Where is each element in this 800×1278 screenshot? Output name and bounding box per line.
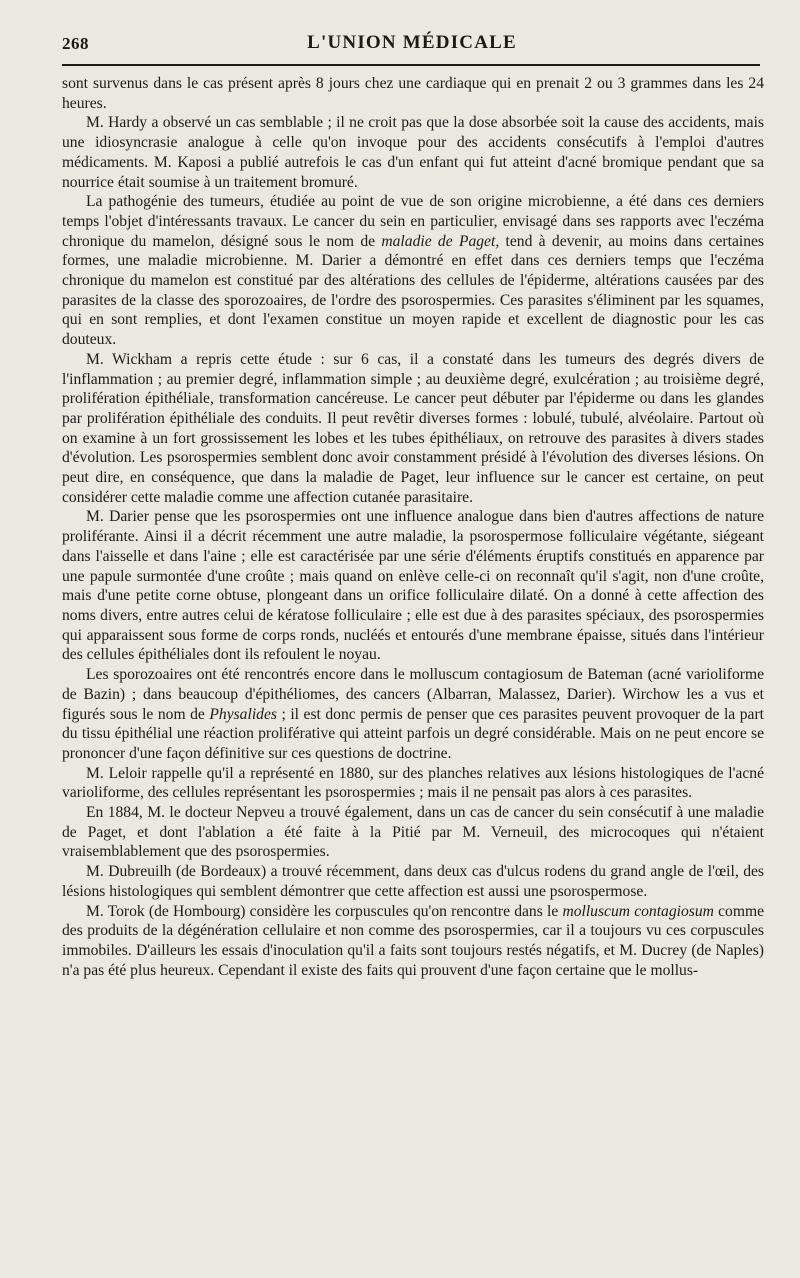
paragraph-10 <box>62 902 764 981</box>
paragraph-2 <box>62 113 764 192</box>
header-rule <box>62 64 760 66</box>
paragraph-text: sont survenus dans le cas présent après 8 jours chez une cardiaque qui en prenait 2 ou 3 grammes dans les 24 heures. <box>62 75 764 112</box>
page-header <box>62 30 762 60</box>
paragraph-text: M. Darier pense que les psorospermies ont une influence analogue dans bien d'autres affections de nature proliférante. Ainsi il a décrit récemment une autre maladie, la psorospermose folliculaire végétante, siégeant dans l'aisselle et dans l'aine ; elle est caractérisée par une série d'éléments éruptifs constitués en apparence par une papule surmontée d'une croûte ; mais quand on enlève celle-ci on reconnaît qu'il s'agit, non d'une croûte, mais d'une petite corne obtuse, plongeant dans un orifice folliculaire dilaté. On a donné à cette affection des noms divers, entre autres celui de kératose folliculaire ; elle est due à des parasites spéciaux, des psorospermies qui apparaissent sous forme de corps ronds, nucléés et entourés d'une membrane épaisse, situés dans l'intérieur des cellules épithéliales dont ils refoulent le noyau. <box>62 508 764 664</box>
page-number: 268 <box>62 34 89 53</box>
paragraph-text: Les sporozoaires ont été rencontrés encore dans le molluscum contagiosum de Bateman (acné varioliforme de Bazin) ; dans beaucoup d'épithéliomes, des cancers (Albarran, Malassez, Darier). Wirchow les a vus et figurés sous le nom de <box>62 666 764 723</box>
paragraph-text: comme des produits de la dégénération cellulaire et non comme des psorospermies, car il a toujours vu ces corpuscules immobiles. D'ailleurs les essais d'inoculation qu'il a faits sont toujours restés négatifs, et M. Ducrey (de Naples) n'a pas été plus heureux. Cependant il existe des faits qui prouvent d'une façon certaine que le mollus- <box>62 902 764 979</box>
italic-term: molluscum contagiosum <box>562 902 714 920</box>
paragraph-3 <box>62 192 764 350</box>
paragraph-text: La pathogénie des tumeurs, étudiée au point de vue de son origine microbienne, a été dans ces derniers temps l'objet d'intéressants travaux. Le cancer du sein en particulier, envisagé dans ses rapports avec l'eczéma chronique du mamelon, désigné sous le nom de <box>62 193 764 250</box>
paragraph-9 <box>62 862 764 901</box>
paragraph-text: tend à devenir, au moins dans certaines formes, une maladie microbienne. M. Darier a démontré en effet dans ces derniers temps que l'eczéma chronique du mamelon est constitué par des altérations des cellules de l'épiderme, altérations causées par des parasites de la classe des sporozoaires, de l'ordre des psorospermies. Ces parasites s'éliminent par les squames, qui en sont remplies, et dont l'examen constitue un moyen rapide et excellent de diagnostic pour les cas douteux. <box>62 232 764 349</box>
running-title: L'UNION MÉDICALE <box>307 32 517 53</box>
italic-term: Physalides <box>209 705 277 723</box>
paragraph-text: En 1884, M. le docteur Nepveu a trouvé également, dans un cas de cancer du sein consécutif à une maladie de Paget, et dont l'ablation a été faite à la Pitié par M. Verneuil, des microcoques qui n'étaient vraisemblablement que des psorospermies. <box>62 804 764 861</box>
paragraph-text: M. Hardy a observé un cas semblable ; il ne croit pas que la dose absorbée soit la cause des accidents, mais une idiosyncrasie analogue à celle qu'on invoque pour des accidents consécutifs à l'emploi d'autres médicaments. M. Kaposi a publié autrefois le cas d'un enfant qui fut atteint d'acné bromique pendant que sa nourrice était soumise à un traitement bromuré. <box>62 114 764 191</box>
paragraph-5 <box>62 507 764 665</box>
article-body <box>62 74 764 980</box>
paragraph-6 <box>62 665 764 764</box>
paragraph-text: M. Dubreuilh (de Bordeaux) a trouvé récemment, dans deux cas d'ulcus rodens du grand angle de l'œil, des lésions histologiques qui semblent démontrer que cette affection est aussi une psorospermose. <box>62 863 764 900</box>
paragraph-8 <box>62 803 764 862</box>
paragraph-1 <box>62 74 764 113</box>
paragraph-4 <box>62 350 764 508</box>
paragraph-7 <box>62 764 764 803</box>
paragraph-text: M. Torok (de Hombourg) considère les corpuscules qu'on rencontre dans le <box>86 902 563 920</box>
paragraph-text: M. Wickham a repris cette étude : sur 6 cas, il a constaté dans les tumeurs des degrés divers de l'inflammation ; au premier degré, inflammation simple ; au deuxième degré, exulcération ; au troisième degré, prolifération épithéliale, transformation cancéreuse. Le cancer peut débuter par l'épiderme ou dans les glandes par prolifération épithéliale des conduits. Il peut revêtir diverses formes : lobulé, tubulé, alvéolaire. Partout où on examine à un fort grossissement les lobes et les tubes épithéliaux, on retrouve des parasites à divers stades d'évolution. Les psorospermies semblent donc avoir constamment présidé à l'évolution des diverses lésions. On peut dire, en conséquence, que dans la maladie de Paget, leur influence sur le cancer est certaine, on peut considérer cette maladie comme une affection cutanée parasitaire. <box>62 350 764 506</box>
italic-term: maladie de Paget, <box>381 232 500 250</box>
paragraph-text: M. Leloir rappelle qu'il a représenté en 1880, sur des planches relatives aux lésions histologiques de l'acné varioliforme, des cellules représentant les psorospermies ; mais il ne pensait pas alors à ces parasites. <box>62 764 764 802</box>
paragraph-text: ; il est donc permis de penser que ces parasites peuvent provoquer de la part du tissu épithélial une réaction proliférative qui atteint parfois un degré considérable. Mais on ne peut encore se prononcer d'une façon définitive sur ces questions de doctrine. <box>62 705 764 762</box>
